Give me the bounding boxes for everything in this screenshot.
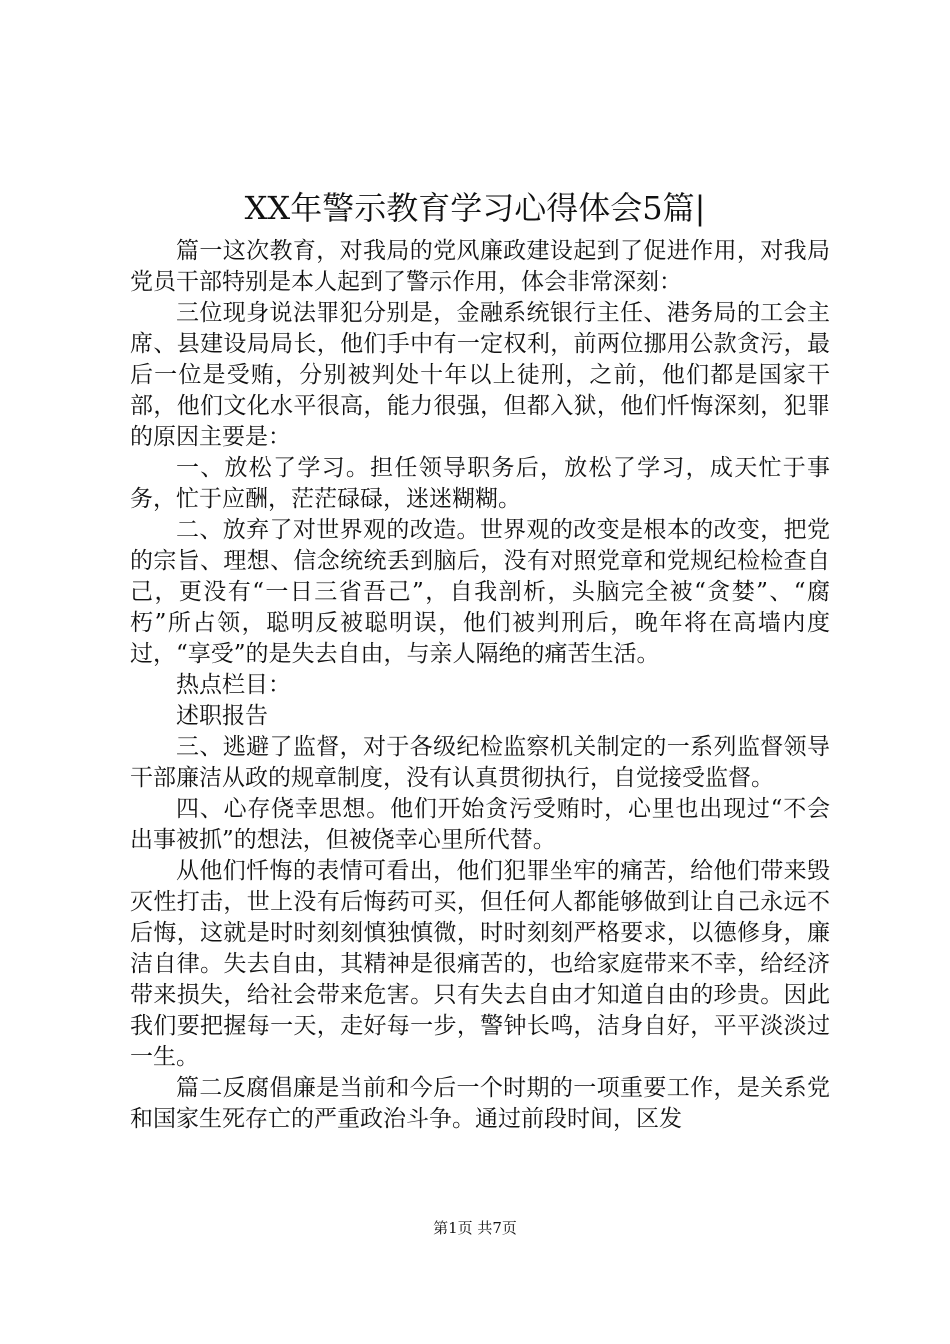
paragraph: 三位现身说法罪犯分别是，金融系统银行主任、港务局的工会主席、县建设局局长，他们手中有一定权利，前两位挪用公款贪污，最后一位是受贿，分别被判处十年以上徒刑，之前，他们都是国家干部，他们文化水平很高，能力很强，但都入狱，他们忏悔深刻，犯罪的原因主要是： xyxy=(130,300,830,450)
paragraph: 热点栏目： xyxy=(176,672,291,698)
paragraph: 从他们忏悔的表情可看出，他们犯罪坐牢的痛苦，给他们带来毁灭性打击，世上没有后悔药可买，但任何人都能够做到让自己永远不后悔，这就是时时刻刻慎独慎微，时时刻刻严格要求，以德修身，廉洁自律。失去自由，其精神是很痛苦的，也给家庭带来不幸，给经济带来损失，给社会带来危害。只有失去自由才知道自由的珍贵。因此我们要把握每一天，走好每一步，警钟长鸣，洁身自好，平平淡淡过一生。 xyxy=(130,858,830,1070)
document-body xyxy=(130,236,830,1135)
paragraph: 述职报告 xyxy=(176,703,268,729)
paragraph: 一、放松了学习。担任领导职务后，放松了学习，成天忙于事务，忙于应酬，茫茫碌碌，迷迷糊糊。 xyxy=(130,455,830,512)
paragraph: 篇二反腐倡廉是当前和今后一个时期的一项重要工作，是关系党和国家生死存亡的严重政治斗争。通过前段时间，区发 xyxy=(130,1075,830,1132)
paragraph: 四、心存侥幸思想。他们开始贪污受贿时，心里也出现过“不会出事被抓”的想法，但被侥幸心里所代替。 xyxy=(130,796,830,853)
paragraph: 三、逃避了监督，对于各级纪检监察机关制定的一系列监督领导干部廉洁从政的规章制度，没有认真贯彻执行，自觉接受监督。 xyxy=(130,734,830,791)
page-footer: 第1页 共7页 xyxy=(433,1219,517,1237)
document-title: XX年警示教育学习心得体会5篇| xyxy=(244,189,706,227)
paragraph: 二、放弃了对世界观的改造。世界观的改变是根本的改变，把党的宗旨、理想、信念统统丢到脑后，没有对照党章和党规纪检检查自己，更没有“一日三省吾己”，自我剖析，头脑完全被“贪婪”、“腐朽”所占领，聪明反被聪明误，他们被判刑后，晚年将在高墙内度过，“享受”的是失去自由，与亲人隔绝的痛苦生活。 xyxy=(130,517,830,667)
paragraph: 篇一这次教育，对我局的党风廉政建设起到了促进作用，对我局党员干部特别是本人起到了警示作用，体会非常深刻： xyxy=(130,238,830,295)
